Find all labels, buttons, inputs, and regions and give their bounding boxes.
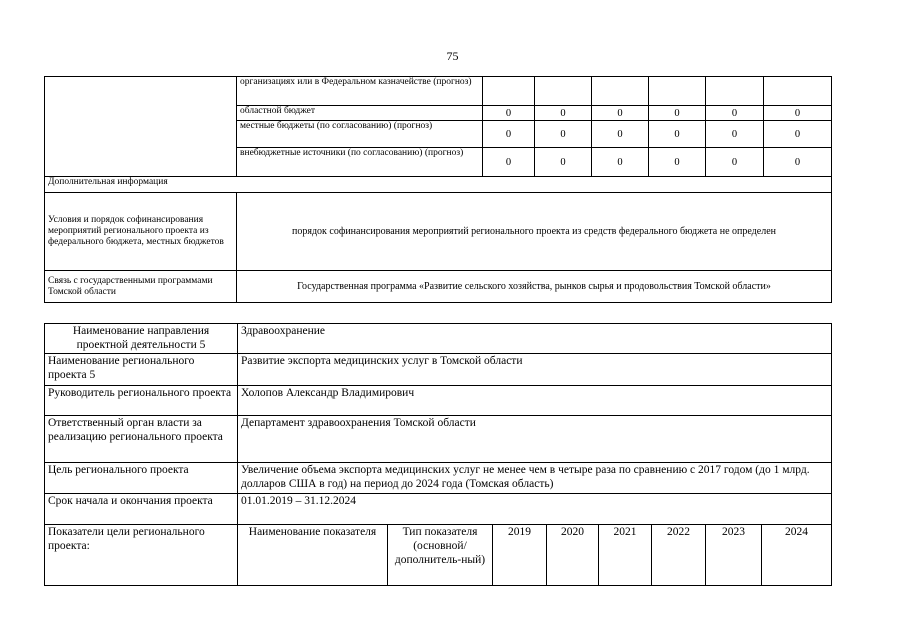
funding-value <box>483 77 535 106</box>
project-name-label: Наименование регионального проекта 5 <box>45 354 238 386</box>
funding-value: 0 <box>706 148 764 177</box>
funding-source: организациях или в Федеральном казначействе (прогноз) <box>237 77 483 106</box>
funding-value: 0 <box>706 106 764 121</box>
direction-row <box>45 324 832 354</box>
funding-value <box>764 77 832 106</box>
indicator-type-header: Тип показателя (основной/ дополнитель-ный) <box>388 525 493 586</box>
year-header: 2023 <box>706 525 762 586</box>
period-row <box>45 494 832 525</box>
head-value: Холопов Александр Владимирович <box>238 386 832 416</box>
funding-value: 0 <box>649 106 706 121</box>
funding-source: местные бюджеты (по согласованию) (прогноз) <box>237 121 483 148</box>
funding-value: 0 <box>592 148 649 177</box>
funding-value: 0 <box>592 106 649 121</box>
funding-value: 0 <box>483 106 535 121</box>
funding-table <box>44 76 832 303</box>
funding-source: внебюджетные источники (по согласованию) (прогноз) <box>237 148 483 177</box>
funding-value: 0 <box>483 148 535 177</box>
indicators-label: Показатели цели регионального проекта: <box>45 525 238 586</box>
funding-value: 0 <box>706 121 764 148</box>
head-row <box>45 386 832 416</box>
programs-row <box>45 271 832 303</box>
head-label: Руководитель регионального проекта <box>45 386 238 416</box>
page-number: 75 <box>446 49 459 63</box>
funding-value <box>649 77 706 106</box>
funding-value: 0 <box>764 121 832 148</box>
year-header: 2020 <box>547 525 599 586</box>
cofinancing-label: Условия и порядок софинансирования мероприятий регионального проекта из федерального бюджета, местных бюджетов <box>45 193 237 271</box>
funding-value: 0 <box>592 121 649 148</box>
indicator-name-header: Наименование показателя <box>238 525 388 586</box>
funding-row <box>45 77 832 106</box>
funding-value: 0 <box>764 148 832 177</box>
goal-value: Увеличение объема экспорта медицинских услуг не менее чем в четыре раза по сравнению с 2017 годом (до 1 млрд. долларов США в год) на период до 2024 года (Томская область) <box>238 463 832 494</box>
funding-value: 0 <box>649 148 706 177</box>
funding-value <box>592 77 649 106</box>
funding-value: 0 <box>535 121 592 148</box>
year-header: 2019 <box>493 525 547 586</box>
funding-value: 0 <box>649 121 706 148</box>
indicators-header-row <box>45 525 832 586</box>
cofinancing-value: порядок софинансирования мероприятий регионального проекта из средств федерального бюджета не определен <box>237 193 832 271</box>
goal-row <box>45 463 832 494</box>
additional-info-label: Дополнительная информация <box>45 177 832 193</box>
authority-row <box>45 416 832 463</box>
funding-value <box>706 77 764 106</box>
funding-value: 0 <box>483 121 535 148</box>
year-header: 2022 <box>652 525 706 586</box>
cofinancing-row <box>45 193 832 271</box>
authority-value: Департамент здравоохранения Томской области <box>238 416 832 463</box>
authority-label: Ответственный орган власти за реализацию регионального проекта <box>45 416 238 463</box>
additional-info-row <box>45 177 832 193</box>
project-name-row <box>45 354 832 386</box>
empty-cell <box>45 77 237 177</box>
programs-label: Связь с государственными программами Томской области <box>45 271 237 303</box>
project-name-value: Развитие экспорта медицинских услуг в Томской области <box>238 354 832 386</box>
funding-value: 0 <box>535 148 592 177</box>
goal-label: Цель регионального проекта <box>45 463 238 494</box>
direction-value: Здравоохранение <box>238 324 832 354</box>
period-value: 01.01.2019 – 31.12.2024 <box>238 494 832 525</box>
funding-source: областной бюджет <box>237 106 483 121</box>
year-header: 2024 <box>762 525 832 586</box>
year-header: 2021 <box>599 525 652 586</box>
project-table <box>44 323 832 586</box>
direction-label: Наименование направления проектной деятельности 5 <box>45 324 238 354</box>
funding-value: 0 <box>535 106 592 121</box>
period-label: Срок начала и окончания проекта <box>45 494 238 525</box>
funding-value: 0 <box>764 106 832 121</box>
funding-value <box>535 77 592 106</box>
programs-value: Государственная программа «Развитие сельского хозяйства, рынков сырья и продовольствия Томской области» <box>237 271 832 303</box>
